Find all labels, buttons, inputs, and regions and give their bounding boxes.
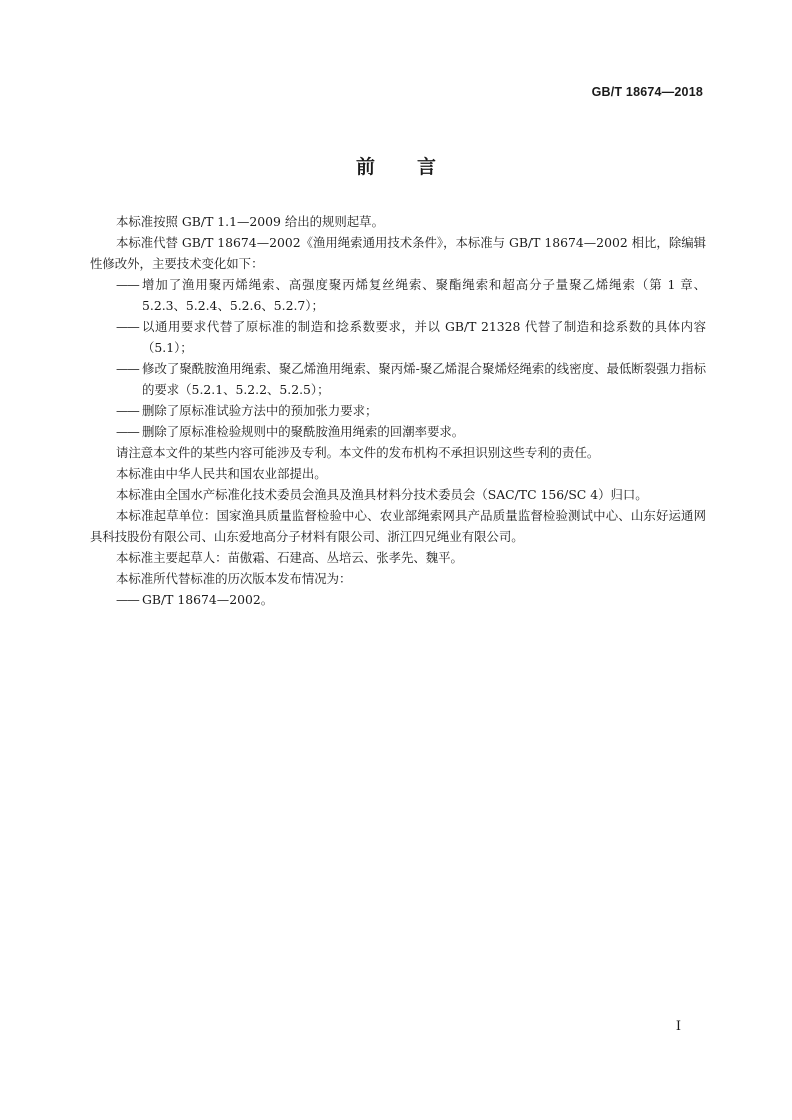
standard-number: GB/T 18674—2018 [591,85,703,99]
list-item [90,316,706,358]
list-dash: —— [116,277,139,292]
page-title: 前言 [355,156,478,178]
paragraph-proposed-by: 本标准由中华人民共和国农业部提出。 [116,466,327,481]
list-item-text: 删除了原标准检验规则中的聚酰胺渔用绳索的回潮率要求。 [142,424,465,439]
list-dash: —— [116,319,139,334]
list-item [90,400,706,421]
list-dash: —— [116,592,139,607]
list-item [90,274,706,316]
paragraph-replaces: 本标准代替 GB/T 18674—2002《渔用绳索通用技术条件》，本标准与 GB/T 18674—2002 相比，除编辑性修改外，主要技术变化如下： [90,235,706,271]
list-item-text: 修改了聚酰胺渔用绳索、聚乙烯渔用绳索、聚丙烯-聚乙烯混合聚烯烃绳索的线密度、最低断裂强力指标的要求（5.2.1、5.2.2、5.2.5）； [142,361,706,397]
list-item-text: 增加了渔用聚丙烯绳索、高强度聚丙烯复丝绳索、聚酯绳索和超高分子量聚乙烯绳索（第 1 章、5.2.3、5.2.4、5.2.6、5.2.7）； [142,277,706,313]
paragraph-drafting-units: 本标准起草单位：国家渔具质量监督检验中心、农业部绳索网具产品质量监督检验测试中心、山东好运通网具科技股份有限公司、山东爱地高分子材料有限公司、浙江四兄绳业有限公司。 [90,508,706,544]
page-number: I [675,1019,681,1034]
paragraph-patent-notice: 请注意本文件的某些内容可能涉及专利。本文件的发布机构不承担识别这些专利的责任。 [116,445,600,460]
document-body [90,211,706,610]
paragraph-drafting-rules: 本标准按照 GB/T 1.1—2009 给出的规则起草。 [116,214,384,229]
paragraph-drafters: 本标准主要起草人：苗傲霜、石建高、丛培云、张孝先、魏平。 [116,550,463,565]
list-item [90,589,706,610]
list-dash: —— [116,403,139,418]
list-dash: —— [116,361,139,376]
list-item-text: 删除了原标准试验方法中的预加张力要求； [142,403,378,418]
paragraph-history-intro: 本标准所代替标准的历次版本发布情况为： [116,571,352,586]
list-item-text: 以通用要求代替了原标准的制造和捻系数要求，并以 GB/T 21328 代替了制造和捻系数的具体内容（5.1）； [142,319,706,355]
list-item-text: GB/T 18674—2002。 [142,592,274,607]
list-dash: —— [116,424,139,439]
list-item [90,421,706,442]
list-item [90,358,706,400]
paragraph-administered-by: 本标准由全国水产标准化技术委员会渔具及渔具材料分技术委员会（SAC/TC 156/SC 4）归口。 [116,487,648,502]
